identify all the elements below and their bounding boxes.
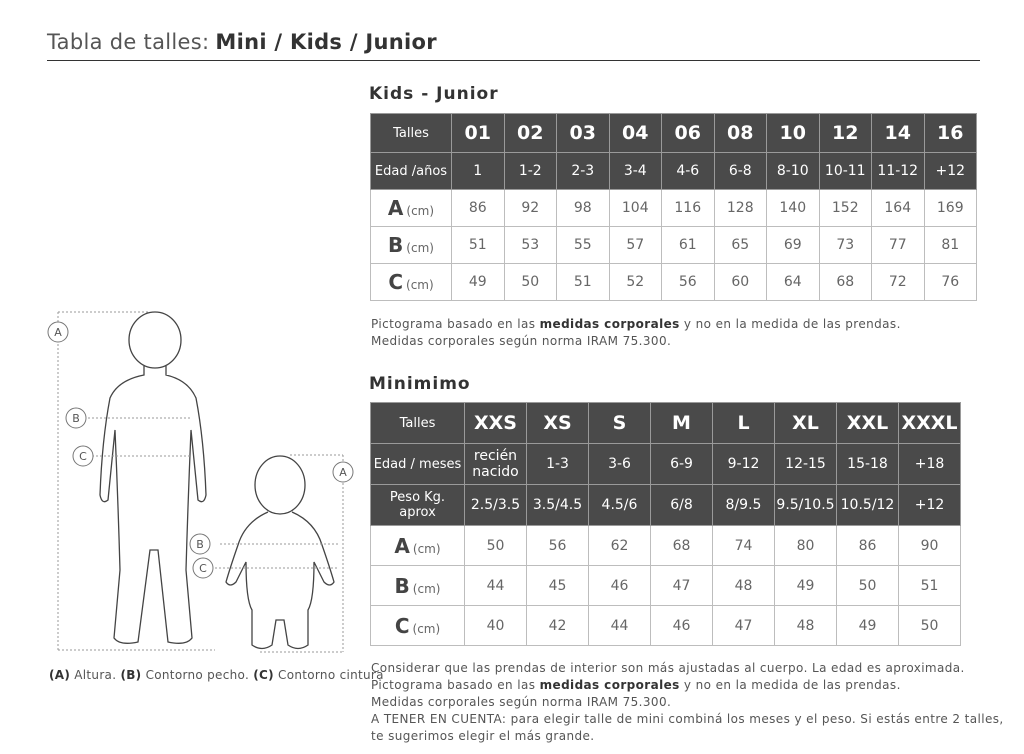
kids-ages-cell: 4-6 (662, 153, 715, 190)
kids-size-table (370, 113, 977, 301)
measure-letter: A (394, 533, 410, 558)
baby-silhouette (226, 456, 334, 649)
mini-age-row (371, 444, 961, 485)
kids-sizes-cell: 14 (872, 114, 925, 153)
mini-weights-cell: 6/8 (651, 485, 713, 526)
kids-ages-cell: 8-10 (767, 153, 820, 190)
mini-weights-cell: 3.5/4.5 (527, 485, 589, 526)
marker-a-label-baby: A (339, 466, 347, 479)
body-measurement-figure (40, 300, 360, 660)
page-title (47, 30, 437, 54)
mini-measure-row-b (371, 566, 961, 606)
kids-sizes-cell: 01 (452, 114, 505, 153)
kids-ages-cell: +12 (924, 153, 977, 190)
mini-measure-cell: 68 (651, 526, 713, 566)
kids-ages-cell: 11-12 (872, 153, 925, 190)
kids-measure-cell: 152 (819, 190, 872, 227)
mini-measure-cell: 44 (589, 606, 651, 646)
kids-age-row (371, 153, 977, 190)
mini-measure-header (371, 526, 465, 566)
measure-letter: B (388, 233, 404, 257)
mini-measure-cell: 49 (837, 606, 899, 646)
child-silhouette (100, 312, 206, 643)
measure-letter: C (394, 613, 410, 638)
mini-measure-cell: 47 (651, 566, 713, 606)
mini-note-line-3: Medidas corporales según norma IRAM 75.300. (371, 695, 672, 709)
kids-measure-header (371, 264, 452, 301)
mini-age-header: Edad / meses (371, 444, 465, 485)
kids-measure-cell: 140 (767, 190, 820, 227)
kids-measure-cell: 86 (452, 190, 505, 227)
mini-measure-cell: 74 (713, 526, 775, 566)
measure-unit: (cm) (412, 581, 441, 596)
kids-measure-cell: 81 (924, 227, 977, 264)
mini-note-line-4: A TENER EN CUENTA: para elegir talle de mini combiná los meses y el peso. Si estás entre 2 talles, (371, 712, 1004, 726)
kids-measure-header (371, 227, 452, 264)
mini-measure-cell: 50 (899, 606, 961, 646)
marker-b-label-baby: B (196, 538, 204, 551)
kids-measure-cell: 51 (452, 227, 505, 264)
mini-ages-cell: 1-3 (527, 444, 589, 485)
mini-measure-cell: 46 (651, 606, 713, 646)
marker-c-label: C (79, 450, 87, 463)
mini-note (371, 660, 1004, 745)
measure-unit: (cm) (412, 541, 441, 556)
mini-weights-cell: 8/9.5 (713, 485, 775, 526)
kids-measure-cell: 65 (714, 227, 767, 264)
kids-age-header: Edad /años (371, 153, 452, 190)
mini-measure-cell: 51 (899, 566, 961, 606)
kids-measure-cell: 57 (609, 227, 662, 264)
mini-measure-cell: 50 (465, 526, 527, 566)
mini-measure-cell: 50 (837, 566, 899, 606)
kids-measure-row-a (371, 190, 977, 227)
mini-measure-cell: 44 (465, 566, 527, 606)
kids-measure-cell: 76 (924, 264, 977, 301)
mini-measure-cell: 40 (465, 606, 527, 646)
kids-measure-cell: 72 (872, 264, 925, 301)
measure-unit: (cm) (412, 621, 441, 636)
kids-measure-cell: 104 (609, 190, 662, 227)
marker-a-label: A (54, 326, 62, 339)
kids-measure-cell: 116 (662, 190, 715, 227)
kids-measure-cell: 64 (767, 264, 820, 301)
kids-measure-cell: 169 (924, 190, 977, 227)
kids-measure-header (371, 190, 452, 227)
kids-measure-cell: 73 (819, 227, 872, 264)
kids-measure-cell: 56 (662, 264, 715, 301)
mini-sizes-cell: S (589, 403, 651, 444)
measure-unit: (cm) (406, 241, 434, 255)
mini-sizes-cell: L (713, 403, 775, 444)
kids-measure-cell: 68 (819, 264, 872, 301)
measure-letter: C (388, 270, 404, 294)
mini-size-row (371, 403, 961, 444)
kids-sizes-cell: 10 (767, 114, 820, 153)
mini-measure-cell: 42 (527, 606, 589, 646)
kids-ages-cell: 1 (452, 153, 505, 190)
mini-ages-cell: +18 (899, 444, 961, 485)
kids-sizes-cell: 12 (819, 114, 872, 153)
kids-sizes-cell: 08 (714, 114, 767, 153)
mini-measure-header (371, 606, 465, 646)
kids-size-header: Talles (371, 114, 452, 153)
mini-weights-cell: 10.5/12 (837, 485, 899, 526)
kids-note-line-1: Pictograma basado en las medidas corporales y no en la medida de las prendas. (371, 317, 901, 331)
kids-sizes-cell: 16 (924, 114, 977, 153)
mini-measure-cell: 86 (837, 526, 899, 566)
mini-measure-row-c (371, 606, 961, 646)
kids-note-line-2: Medidas corporales según norma IRAM 75.300. (371, 334, 672, 348)
mini-measure-cell: 56 (527, 526, 589, 566)
kids-ages-cell: 10-11 (819, 153, 872, 190)
kids-measure-cell: 128 (714, 190, 767, 227)
kids-measure-cell: 52 (609, 264, 662, 301)
measure-unit: (cm) (406, 204, 435, 218)
mini-note-line-2: Pictograma basado en las medidas corporales y no en la medida de las prendas. (371, 678, 901, 692)
mini-measure-cell: 90 (899, 526, 961, 566)
mini-measure-cell: 48 (775, 606, 837, 646)
figure-legend: (A) Altura. (B) Contorno pecho. (C) Contorno cintura (49, 668, 384, 682)
marker-c-label-baby: C (199, 562, 207, 575)
mini-weight-row (371, 485, 961, 526)
mini-ages-cell: 9-12 (713, 444, 775, 485)
kids-section-title: Kids - Junior (369, 84, 499, 104)
kids-measure-cell: 49 (452, 264, 505, 301)
mini-note-line-1: Considerar que las prendas de interior son más ajustadas al cuerpo. La edad es aproximada. (371, 661, 965, 675)
mini-sizes-cell: XXS (465, 403, 527, 444)
mini-measure-cell: 47 (713, 606, 775, 646)
mini-measure-cell: 80 (775, 526, 837, 566)
mini-sizes-cell: XXL (837, 403, 899, 444)
mini-ages-cell: recién nacido (465, 444, 527, 485)
kids-measure-cell: 53 (504, 227, 557, 264)
mini-measure-cell: 48 (713, 566, 775, 606)
mini-weights-cell: 2.5/3.5 (465, 485, 527, 526)
mini-sizes-cell: XS (527, 403, 589, 444)
mini-size-table (370, 402, 961, 646)
kids-measure-cell: 60 (714, 264, 767, 301)
mini-size-header: Talles (371, 403, 465, 444)
mini-measure-cell: 62 (589, 526, 651, 566)
mini-note-line-5: te sugerimos elegir el más grande. (371, 729, 595, 743)
kids-sizes-cell: 04 (609, 114, 662, 153)
mini-sizes-cell: XXXL (899, 403, 961, 444)
mini-weights-cell: 4.5/6 (589, 485, 651, 526)
measure-letter: A (387, 196, 404, 220)
kids-sizes-cell: 02 (504, 114, 557, 153)
mini-ages-cell: 6-9 (651, 444, 713, 485)
page-title-label: Tabla de talles: (47, 30, 210, 54)
marker-b-label: B (72, 412, 80, 425)
kids-note (371, 316, 901, 350)
kids-measure-row-b (371, 227, 977, 264)
title-divider (47, 60, 980, 61)
mini-weights-cell: +12 (899, 485, 961, 526)
mini-sizes-cell: M (651, 403, 713, 444)
kids-ages-cell: 1-2 (504, 153, 557, 190)
kids-sizes-cell: 03 (557, 114, 610, 153)
mini-measure-cell: 46 (589, 566, 651, 606)
mini-ages-cell: 15-18 (837, 444, 899, 485)
mini-weights-cell: 9.5/10.5 (775, 485, 837, 526)
mini-sizes-cell: XL (775, 403, 837, 444)
mini-ages-cell: 12-15 (775, 444, 837, 485)
kids-measure-cell: 51 (557, 264, 610, 301)
kids-measure-row-c (371, 264, 977, 301)
kids-measure-cell: 98 (557, 190, 610, 227)
mini-measure-cell: 45 (527, 566, 589, 606)
kids-ages-cell: 3-4 (609, 153, 662, 190)
kids-measure-cell: 55 (557, 227, 610, 264)
kids-measure-cell: 61 (662, 227, 715, 264)
mini-measure-row-a (371, 526, 961, 566)
mini-ages-cell: 3-6 (589, 444, 651, 485)
mini-section-title: Minimimo (369, 374, 471, 394)
kids-ages-cell: 6-8 (714, 153, 767, 190)
measure-unit: (cm) (406, 278, 434, 292)
kids-measure-cell: 50 (504, 264, 557, 301)
page-subtitle: Mini / Kids / Junior (215, 30, 437, 54)
kids-measure-cell: 92 (504, 190, 557, 227)
kids-measure-cell: 69 (767, 227, 820, 264)
kids-measure-cell: 77 (872, 227, 925, 264)
kids-sizes-cell: 06 (662, 114, 715, 153)
kids-ages-cell: 2-3 (557, 153, 610, 190)
kids-measure-cell: 164 (872, 190, 925, 227)
mini-measure-cell: 49 (775, 566, 837, 606)
measure-letter: B (394, 573, 410, 598)
mini-measure-header (371, 566, 465, 606)
kids-size-row (371, 114, 977, 153)
mini-weight-header: Peso Kg. aprox (371, 485, 465, 526)
